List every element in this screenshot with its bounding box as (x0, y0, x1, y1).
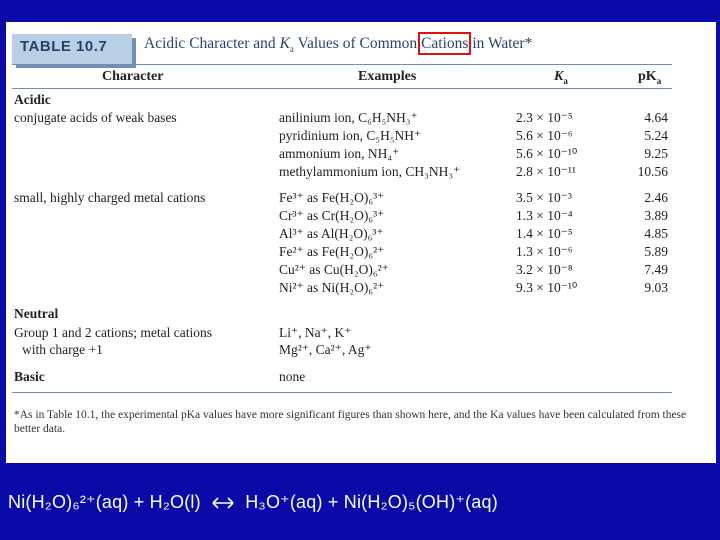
table-cell-ka: 1.3 × 10⁻⁴ (516, 208, 573, 223)
basic-example: none (279, 369, 306, 384)
header-bottom-rule (12, 88, 672, 89)
table-cell-pka: 2.46 (644, 190, 668, 205)
table-cell-pka: 7.49 (644, 262, 668, 277)
section-basic: Basic (14, 369, 45, 384)
header-character: Character (102, 69, 164, 84)
table-cell-pka: 10.56 (637, 164, 668, 179)
table-number: TABLE 10.7 (20, 38, 108, 55)
equation-left: Ni(H₂O)₆²⁺(aq) + H₂O(l) (8, 492, 201, 512)
label-neutral-1: Group 1 and 2 cations; metal cations (14, 325, 212, 340)
table-cell-example: ammonium ion, NH₄⁺ (279, 146, 400, 161)
table-cell-ka: 1.4 × 10⁻⁵ (516, 226, 573, 241)
table-cell-example: Fe³⁺ as Fe(H₂O)₆³⁺ (279, 190, 385, 205)
header-pka: $pK_a$ (638, 69, 662, 86)
section-acidic: Acidic (14, 92, 51, 107)
table-cell-ka: 2.3 × 10⁻⁵ (516, 110, 573, 125)
label-neutral-2: with charge +1 (22, 342, 103, 357)
footer-rule (12, 392, 672, 393)
table-cell-pka: 3.89 (644, 208, 668, 223)
table-cell-example: Cu²⁺ as Cu(H₂O)₆²⁺ (279, 262, 389, 277)
header-examples: Examples (358, 69, 417, 84)
neutral-examples-2: Mg²⁺, Ca²⁺, Ag⁺ (279, 342, 372, 357)
table-cell-ka: 9.3 × 10⁻¹⁰ (516, 280, 578, 295)
table-cell-pka: 5.89 (644, 244, 668, 259)
table-cell-ka: 1.3 × 10⁻⁶ (516, 244, 573, 259)
table-cell-example: Cr³⁺ as Cr(H₂O)₆³⁺ (279, 208, 385, 223)
label-metal-cations: small, highly charged metal cations (14, 190, 206, 205)
table-title: Acidic Character and $K_a$ Values of Common Cations in Water* (144, 35, 533, 55)
header-ka: $K_a$ (554, 69, 568, 86)
table-cell-ka: 3.5 × 10⁻³ (516, 190, 572, 205)
section-neutral: Neutral (14, 306, 59, 321)
table-cell-pka: 4.64 (644, 110, 668, 125)
equilibrium-arrow-icon (209, 496, 237, 510)
table-footnote: *As in Table 10.1, the experimental pKa values have more significant figures than shown here, and the Ka values have been calculated from these better data. (14, 409, 687, 435)
header-top-rule (12, 64, 672, 65)
reaction-equation (8, 492, 498, 513)
table-number-tag (12, 34, 132, 64)
neutral-examples-1: Li⁺, Na⁺, K⁺ (279, 325, 352, 340)
equation-right: H₃O⁺(aq) + Ni(H₂O)₅(OH)⁺(aq) (245, 492, 498, 512)
table-cell-ka: 5.6 × 10⁻¹⁰ (516, 146, 578, 161)
table-cell-ka: 2.8 × 10⁻¹¹ (516, 164, 576, 179)
table-cell-example: Al³⁺ as Al(H₂O)₆³⁺ (279, 226, 384, 241)
label-weak-bases: conjugate acids of weak bases (14, 110, 177, 125)
table-cell-pka: 4.85 (644, 226, 668, 241)
table-cell-ka: 3.2 × 10⁻⁸ (516, 262, 573, 277)
table-cell-pka: 9.03 (644, 280, 668, 295)
table-cell-example: methylammonium ion, CH₃NH₃⁺ (279, 164, 461, 179)
table-panel (6, 22, 716, 463)
table-cell-pka: 5.24 (644, 128, 668, 143)
table-cell-example: Fe²⁺ as Fe(H₂O)₆²⁺ (279, 244, 385, 259)
table-cell-example: pyridinium ion, C₅H₅NH⁺ (279, 128, 422, 143)
highlighted-word-cations: Cations (421, 35, 469, 52)
table-cell-example: Ni²⁺ as Ni(H₂O)₆²⁺ (279, 280, 385, 295)
table-cell-ka: 5.6 × 10⁻⁶ (516, 128, 573, 143)
table-cell-example: anilinium ion, C₆H₅NH₃⁺ (279, 110, 418, 125)
table-cell-pka: 9.25 (644, 146, 668, 161)
